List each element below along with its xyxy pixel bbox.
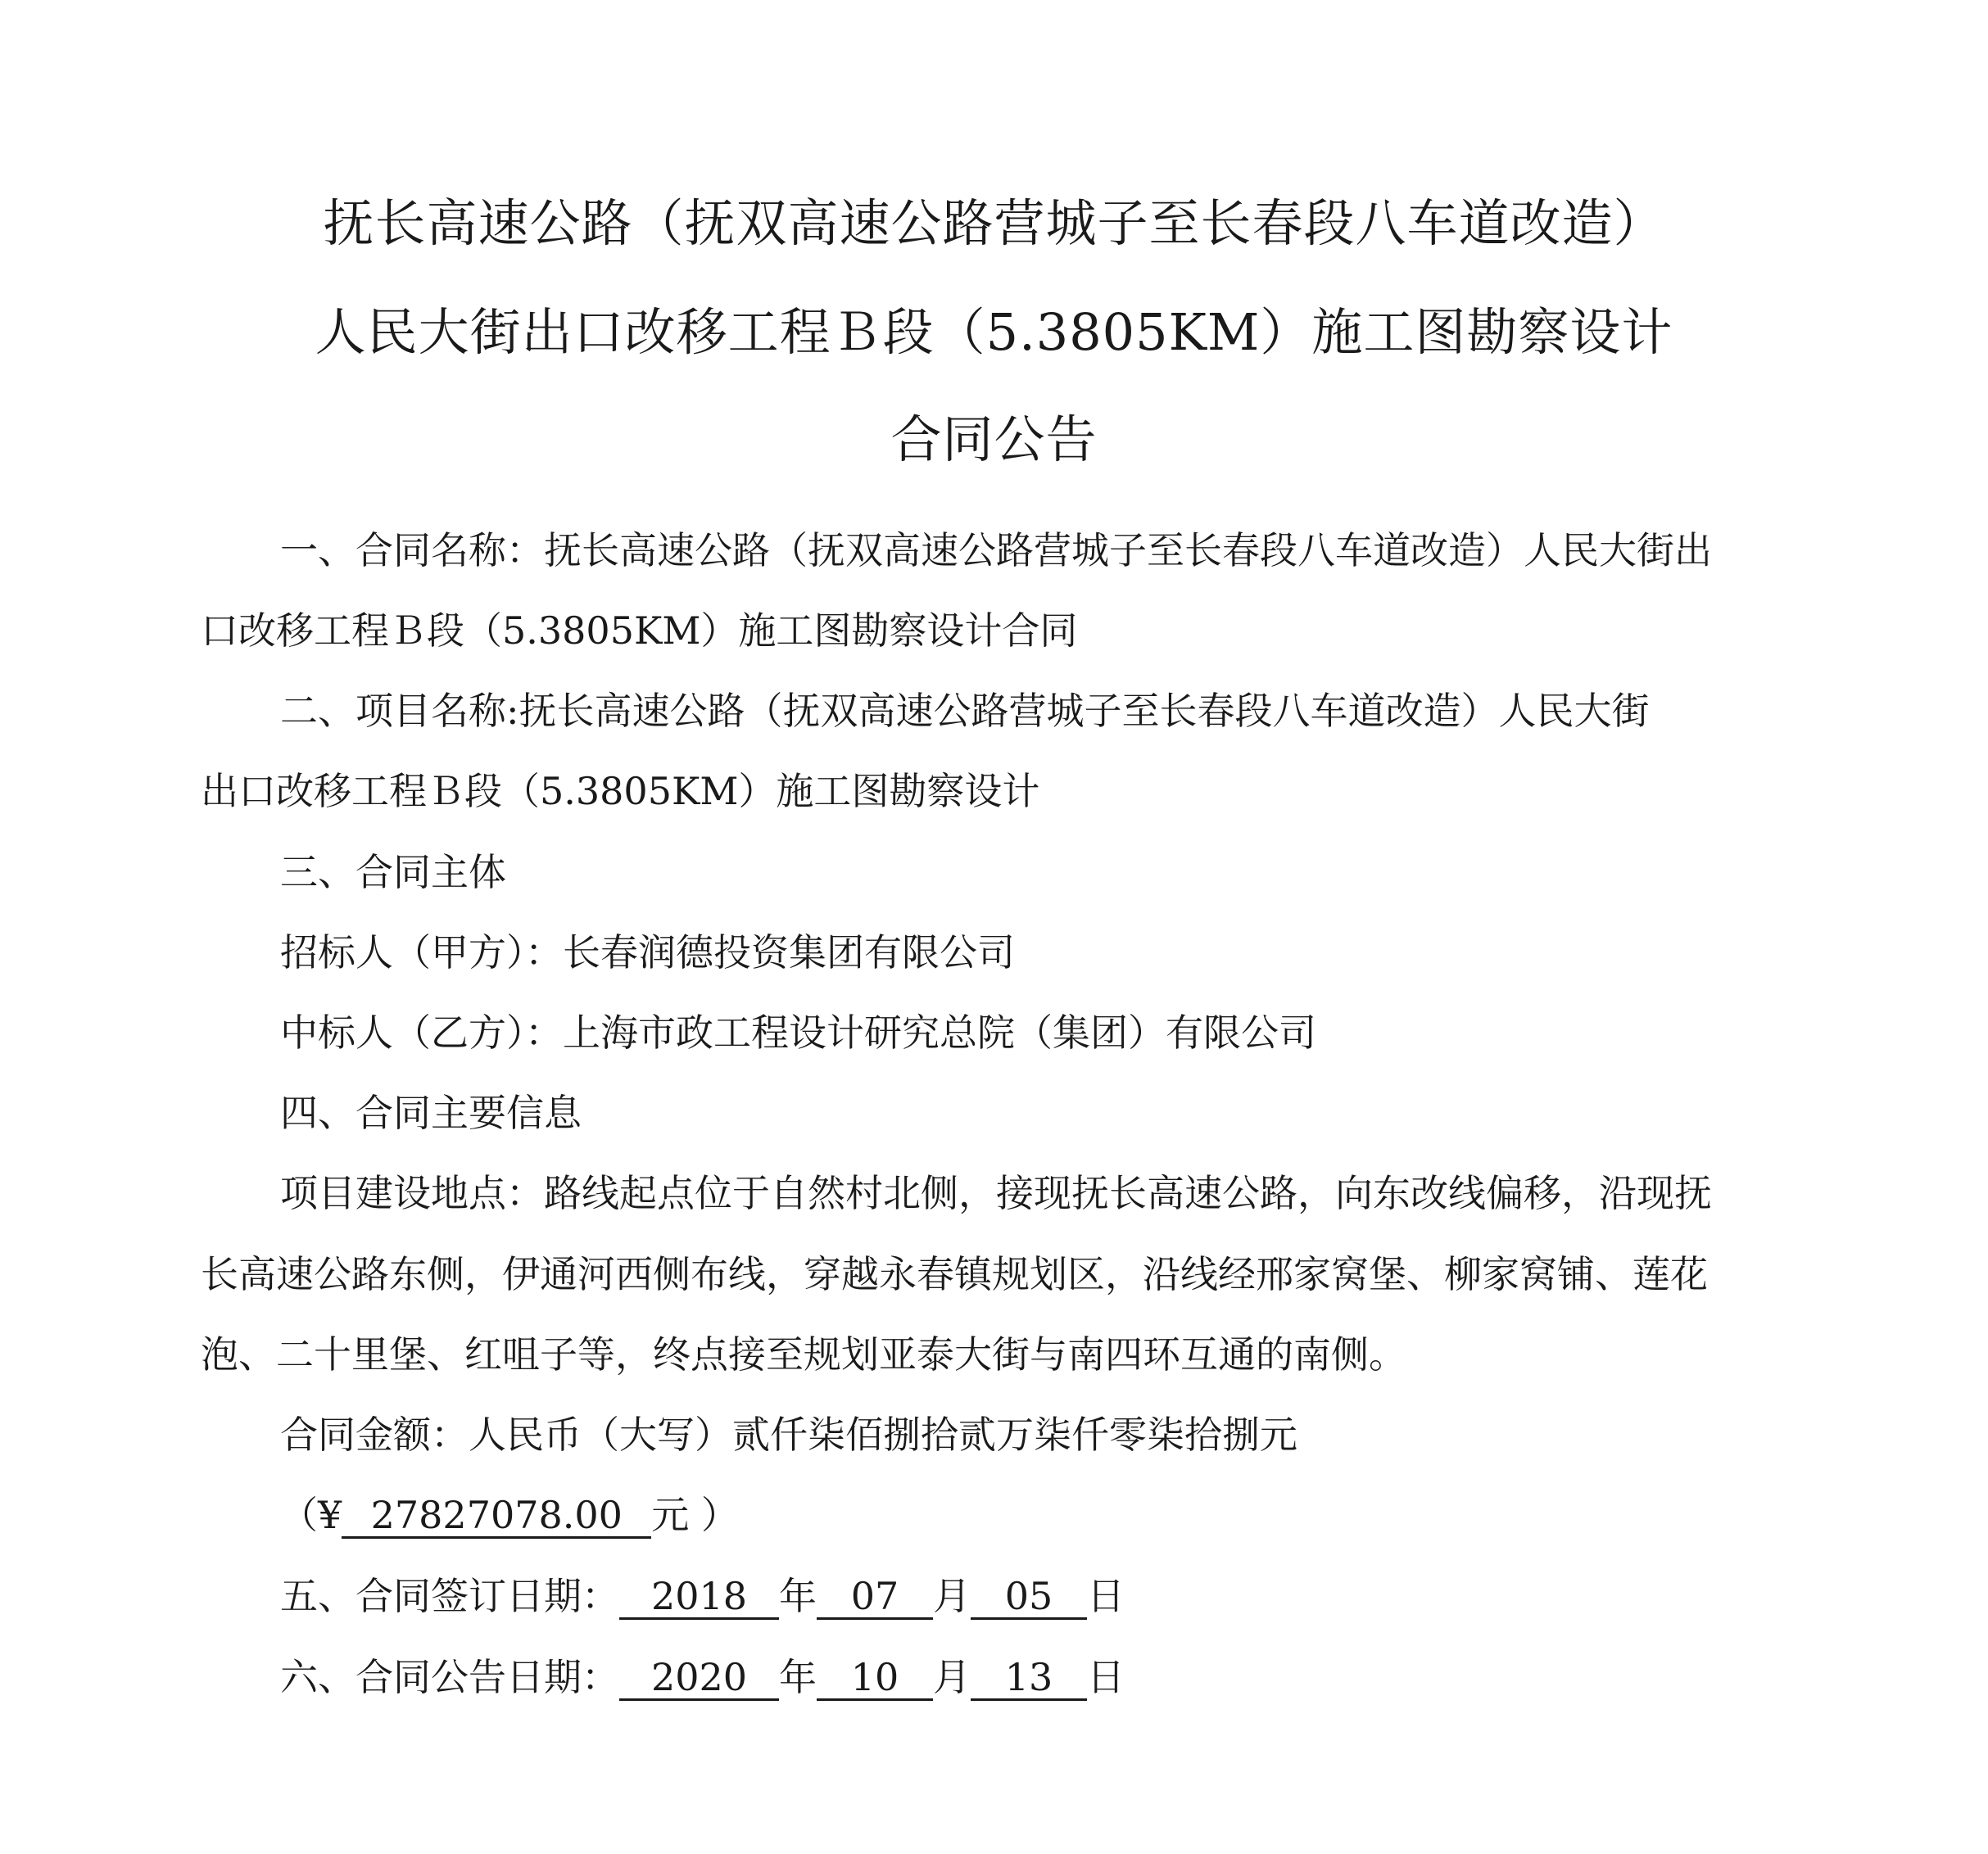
document-title-line-2: 人民大街出口改移工程Ｂ段（5.3805KM）施工图勘察设计 — [315, 302, 1673, 362]
contract-parties-heading: 三、合同主体 — [280, 850, 506, 894]
year-unit: 年 — [779, 1655, 817, 1699]
project-name-line-1: 二、项目名称:抚长高速公路（抚双高速公路营城子至长春段八车道改造）人民大街 — [280, 689, 1650, 733]
amount-suffix: 元 ） — [651, 1493, 739, 1537]
day-unit: 日 — [1087, 1655, 1125, 1699]
project-location-line-3: 泡、二十里堡、红咀子等，终点接至规划亚泰大街与南四环互通的南侧。 — [201, 1332, 1406, 1377]
announcement-day: 13 — [971, 1656, 1087, 1701]
party-b: 中标人（乙方）：上海市政工程设计研究总院（集团）有限公司 — [280, 1011, 1316, 1055]
document-title-line-3: 合同公告 — [890, 409, 1098, 469]
contract-amount-text: 合同金额：人民币（大写）贰仟柒佰捌拾贰万柒仟零柒拾捌元 — [280, 1413, 1297, 1457]
project-location-line-2: 长高速公路东侧，伊通河西侧布线，穿越永春镇规划区，沿线经邢家窝堡、柳家窝铺、莲花 — [201, 1252, 1708, 1296]
year-unit: 年 — [779, 1574, 817, 1618]
project-name-line-2: 出口改移工程Ｂ段（5.3805KM）施工图勘察设计 — [201, 769, 1040, 813]
project-location-line-1: 项目建设地点：路线起点位于自然村北侧，接现抚长高速公路，向东改线偏移，沿现抚 — [280, 1171, 1712, 1215]
signing-month: 07 — [817, 1575, 933, 1620]
signing-date — [280, 1573, 1125, 1620]
announcement-month: 10 — [817, 1656, 933, 1701]
amount-value: 27827078.00 — [342, 1494, 651, 1539]
signing-day: 05 — [971, 1575, 1087, 1620]
party-a: 招标人（甲方）：长春润德投资集团有限公司 — [280, 930, 1015, 974]
contract-name-line-2: 口改移工程Ｂ段（5.3805KM）施工图勘察设计合同 — [201, 608, 1078, 653]
contract-info-heading: 四、合同主要信息 — [280, 1091, 582, 1135]
month-unit: 月 — [933, 1574, 971, 1618]
announcement-date — [280, 1654, 1125, 1701]
amount-prefix: （¥ — [280, 1493, 342, 1537]
day-unit: 日 — [1087, 1574, 1125, 1618]
announcement-date-label: 六、合同公告日期： — [280, 1655, 619, 1699]
contract-amount-figure — [280, 1492, 739, 1539]
document-title-line-1: 抚长高速公路（抚双高速公路营城子至长春段八车道改造） — [323, 193, 1665, 253]
signing-date-label: 五、合同签订日期： — [280, 1574, 619, 1618]
contract-name-line-1: 一、合同名称：抚长高速公路（抚双高速公路营城子至长春段八车道改造）人民大街出 — [280, 528, 1712, 572]
month-unit: 月 — [933, 1655, 971, 1699]
signing-year: 2018 — [619, 1575, 779, 1620]
announcement-year: 2020 — [619, 1656, 779, 1701]
